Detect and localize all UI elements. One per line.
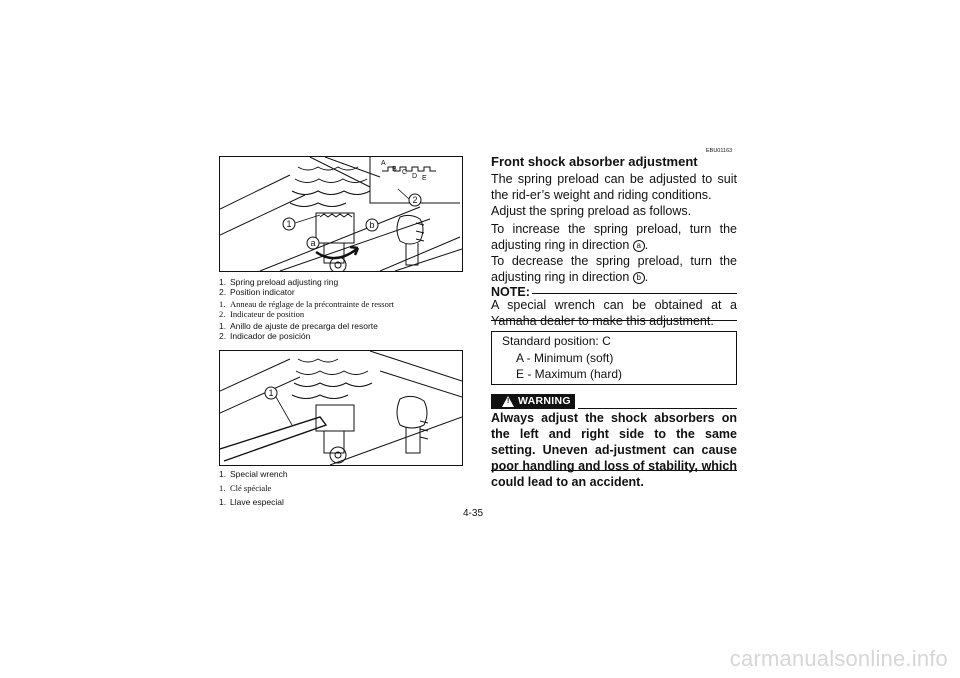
warning-text: Always adjust the shock absorbers on the left and right side to the same setting. Uneven ad-justment can cause poor handling and loss of stability, which could lead to an accident. [491, 411, 737, 489]
callout-b: b [369, 220, 375, 230]
direction-a-mark: a [633, 240, 645, 252]
paragraph-decrease: To decrease the spring preload, turn the adjusting ring in direction b . [491, 254, 737, 284]
figure-spring-preload [219, 156, 463, 272]
wrench-illustration [220, 351, 462, 465]
direction-b-mark: b [633, 272, 645, 284]
caption-es-2: 2. Indicador de posición [219, 331, 311, 341]
callout-1: 1 [268, 388, 274, 398]
note-rule [532, 293, 737, 294]
paragraph-adjust-as-follows: Adjust the spring preload as follows. [491, 204, 692, 218]
warning-end-rule [491, 470, 737, 471]
scale-letter-d: D [412, 173, 418, 180]
caption2-en: 1. Special wrench [219, 469, 288, 479]
standard-position-box [491, 331, 737, 385]
figure-special-wrench [219, 350, 463, 466]
watermark: carmanualsonline.info [729, 646, 948, 671]
caption-en-2: 2. Position indicator [219, 287, 295, 297]
callout-1: 1 [286, 219, 292, 229]
scale-letter-e: E [422, 175, 427, 182]
note-end-rule [491, 320, 737, 321]
scale-letter-c: C [402, 169, 408, 176]
page-number: 4-35 [462, 508, 483, 519]
standard-position-title: Standard position: C [502, 334, 611, 348]
note-text: A special wrench can be obtained at a Yamaha dealer to make this adjustment. [491, 298, 737, 328]
standard-max: E - Maximum (hard) [516, 367, 623, 381]
caption2-es: 1. Llave especial [219, 497, 284, 507]
warning-label: WARNING [518, 395, 571, 407]
section-heading: Front shock absorber adjustment [491, 154, 698, 169]
caption-es-1: 1. Anillo de ajuste de precarga del resorte [219, 321, 378, 331]
callout-2: 2 [412, 195, 418, 205]
scale-letter-b: B [392, 166, 397, 173]
caption2-fr: 1. Clé spéciale [219, 483, 272, 493]
paragraph-increase: To increase the spring preload, turn the adjusting ring in direction a . [491, 222, 737, 252]
caption-fr-1: 1. Anneau de réglage de la précontrainte de ressort [219, 299, 395, 309]
note-label: NOTE: [491, 285, 530, 299]
callout-a: a [310, 238, 316, 248]
paragraph-suit-rider: The spring preload can be adjusted to suit the rid-er’s weight and riding conditions. [491, 172, 737, 202]
caption-en-1: 1. Spring preload adjusting ring [219, 277, 339, 287]
section-code: EBU01163 [706, 148, 733, 154]
scale-letter-a: A [381, 160, 386, 167]
standard-min: A - Minimum (soft) [516, 351, 614, 365]
warning-rule [578, 408, 737, 409]
warning-badge: ! WARNING [491, 394, 575, 409]
caption-fr-2: 2. Indicateur de position [219, 309, 305, 319]
shock-absorber-illustration [220, 157, 462, 271]
